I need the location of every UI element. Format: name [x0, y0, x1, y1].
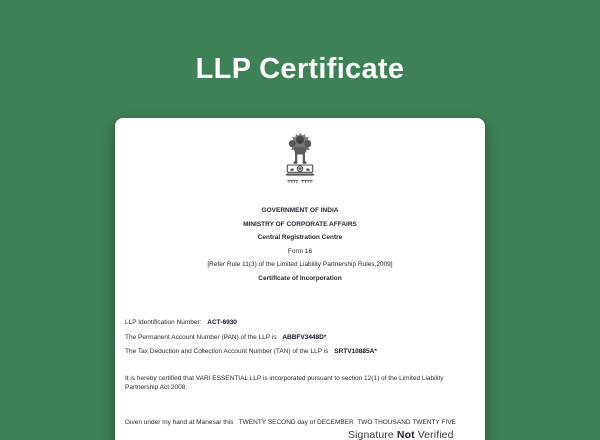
pan-label: The Permanent Account Number (PAN) of the LLP is: [125, 333, 277, 341]
state-emblem-of-india-icon: [115, 128, 485, 192]
issued-date-line: Given under my hand at Manesar this TWENTY SECOND day of DECEMBER TWO THOUSAND TWENTY FIVE: [125, 419, 456, 426]
llpin-value: ACT-6930: [207, 319, 237, 326]
incorporation-statement: It is hereby certified that VARI ESSENTIAL LLP is incorporated pursuant to section 12(1) of the Limited Liability Partnership Act 2008.: [125, 375, 444, 391]
signature-word: Signature: [348, 429, 394, 440]
signature-verified-word: Verified: [417, 429, 454, 440]
tan-label: The Tax Deduction and Collection Account Number (TAN) of the LLP is: [125, 348, 329, 355]
pan-line: [125, 333, 477, 342]
page-title: LLP Certificate: [195, 53, 405, 85]
tan-line: [125, 347, 477, 356]
header-ministry-line: MINISTRY OF CORPORATE AFFAIRS: [243, 220, 357, 228]
header-government-line: GOVERNMENT OF INDIA: [261, 207, 339, 214]
llpin-label: LLP Identification Number:: [125, 319, 202, 326]
certificate-header: [115, 204, 485, 285]
pan-value: ABBFV3448D*: [282, 333, 327, 341]
certificate-card: [115, 118, 485, 440]
header-rule-line: [Refer Rule 11(3) of the Limited Liability Partnership Rules,2009]: [207, 261, 393, 268]
header-crc-line: Central Registration Centre: [257, 234, 343, 241]
header-form-line: Form 16: [287, 247, 313, 255]
signature-not-word: Not: [396, 429, 415, 440]
llpin-line: [125, 318, 477, 327]
tan-value: SRTV10885A*: [334, 348, 377, 355]
signature-not-verified-stamp: [348, 429, 454, 440]
header-certificate-title: Certificate of Incorporation: [258, 274, 342, 282]
